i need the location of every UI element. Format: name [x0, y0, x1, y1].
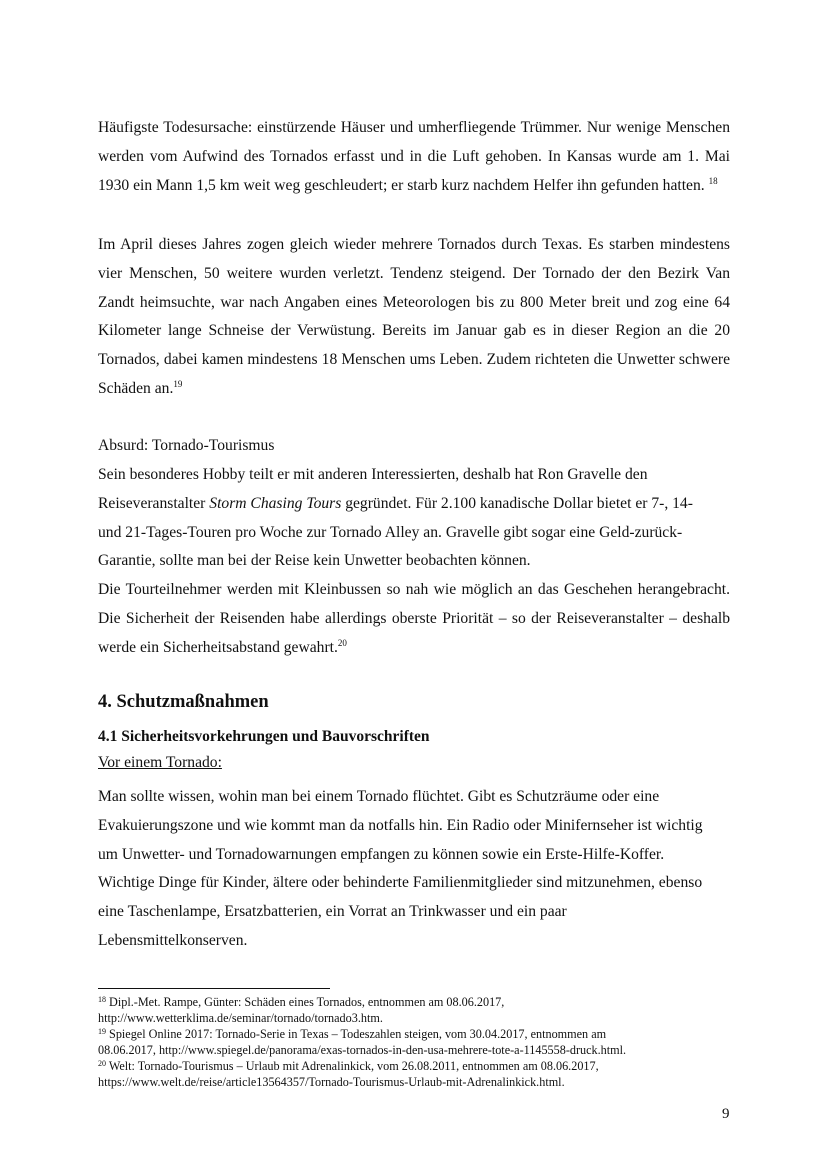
subtitle-text: Absurd: Tornado-Tourismus: [98, 437, 275, 454]
paragraph-text: Im April dieses Jahres zogen gleich wieder mehrere Tornados durch Texas. Es starben mindestens vier Menschen, 50 weitere wurden verletzt. Tendenz steigend. Der Tornado der den Bezirk Van Zandt heimsuchte, war nach Angaben eines Meteorologen bis zu 800 Meter breit und zog eine 64 Kilometer lange Schneise der Verwüstung. Bereits im Januar gab es in dieser Region an die 20 Tornados, dabei kamen mindestens 18 Menschen ums Leben. Zudem richteten die Unwetter schwere Schäden an.: [98, 236, 730, 397]
sublabel-vor-einem-tornado: Vor einem Tornado:: [98, 754, 222, 771]
paragraph-text: Häufigste Todesursache: einstürzende Häuser und umherfliegende Trümmer. Nur wenige Menschen werden vom Aufwind des Tornados erfasst und in die Luft gehoben. In Kansas wurde am 1. Mai 1930 ein Mann 1,5 km weit weg geschleudert; er starb kurz nachdem Helfer ihn gefunden hatten.: [98, 119, 730, 194]
paragraph-text: Die Tourteilnehmer werden mit Kleinbussen so nah wie möglich an das Geschehen herangebracht. Die Sicherheit der Reisenden habe allerdings oberste Priorität – so der Reiseveranstalter – deshalb werde ein Sicherheitsabstand gewahrt.: [98, 581, 730, 656]
subsection-heading: 4.1 Sicherheitsvorkehrungen und Bauvorschriften: [98, 728, 430, 745]
paragraph-vorbereitung: [98, 783, 708, 956]
paragraph-text: Sein besonderes Hobby teilt er mit anderen Interessierten, deshalb hat Ron Gravelle den Reiseveranstalter: [98, 466, 648, 512]
footnote-url: https://www.welt.de/reise/article13564357/Tornado-Tourismus-Urlaub-mit-Adrenalinkick.html.: [98, 1075, 565, 1089]
footnote-text: Welt: Tornado-Tourismus – Urlaub mit Adrenalinkick, vom 26.08.2011, entnommen am 08.06.2017,: [108, 1059, 599, 1073]
paragraph-text: gegründet. Für 2.100 kanadische Dollar bietet er 7-, 14- und 21-Tages-Touren pro Woche zur Tornado Alley an. Gravelle gibt sogar eine Geld-zurück-Garantie, sollte man bei der Reise kein Unwetter beobachten können.: [98, 494, 693, 570]
paragraph-tourteilnehmer: [98, 576, 730, 662]
footnotes: [98, 994, 738, 1090]
footnote-19: [98, 1026, 738, 1058]
footnote-ref-18: 18: [708, 175, 718, 186]
footnote-number: 20: [98, 1059, 106, 1068]
footnote-url: 08.06.2017, http://www.spiegel.de/panorama/exas-tornados-in-den-usa-mehrere-tote-a-1145558-druck.html.: [98, 1043, 627, 1057]
footnote-text: Spiegel Online 2017: Tornado-Serie in Texas – Todeszahlen steigen, vom 30.04.2017, entnommen am: [109, 1027, 607, 1041]
footnote-number: 19: [98, 1027, 106, 1036]
section-heading: 4. Schutzmaßnahmen: [98, 692, 269, 712]
footnote-ref-20: 20: [337, 637, 347, 648]
paragraph-todesursache: [98, 114, 730, 200]
paragraph-text: Man sollte wissen, wohin man bei einem Tornado flüchtet. Gibt es Schutzräume oder eine Evakuierungszone und wie kommt man da notfalls hin. Ein Radio oder Minifernseher ist wichtig um Unwetter- und Tornadowarnungen empfangen zu können sowie ein Erste-Hilfe-Koffer. Wichtige Dinge für Kinder, ältere oder behinderte Familienmitglieder sind mitzunehmen, ebenso eine Taschenlampe, Ersatzbatterien, ein Vorrat an Trinkwasser und ein paar Lebensmittelkonserven.: [98, 788, 703, 949]
footnote-number: 18: [98, 995, 106, 1004]
footnote-18: [98, 994, 738, 1026]
company-name: Storm Chasing Tours: [209, 494, 342, 512]
footnote-ref-19: 19: [173, 378, 183, 389]
subtitle-tornado-tourismus: [98, 432, 730, 461]
paragraph-gravelle: [98, 461, 698, 576]
paragraph-texas-tornados: [98, 231, 730, 404]
page-number: 9: [722, 1106, 730, 1122]
footnote-text: Dipl.-Met. Rampe, Günter: Schäden eines Tornados, entnommen am 08.06.2017,: [109, 995, 505, 1009]
footnote-url: http://www.wetterklima.de/seminar/tornado/tornado3.htm.: [98, 1011, 383, 1025]
footnote-20: [98, 1058, 738, 1090]
footnote-separator: [98, 988, 330, 989]
